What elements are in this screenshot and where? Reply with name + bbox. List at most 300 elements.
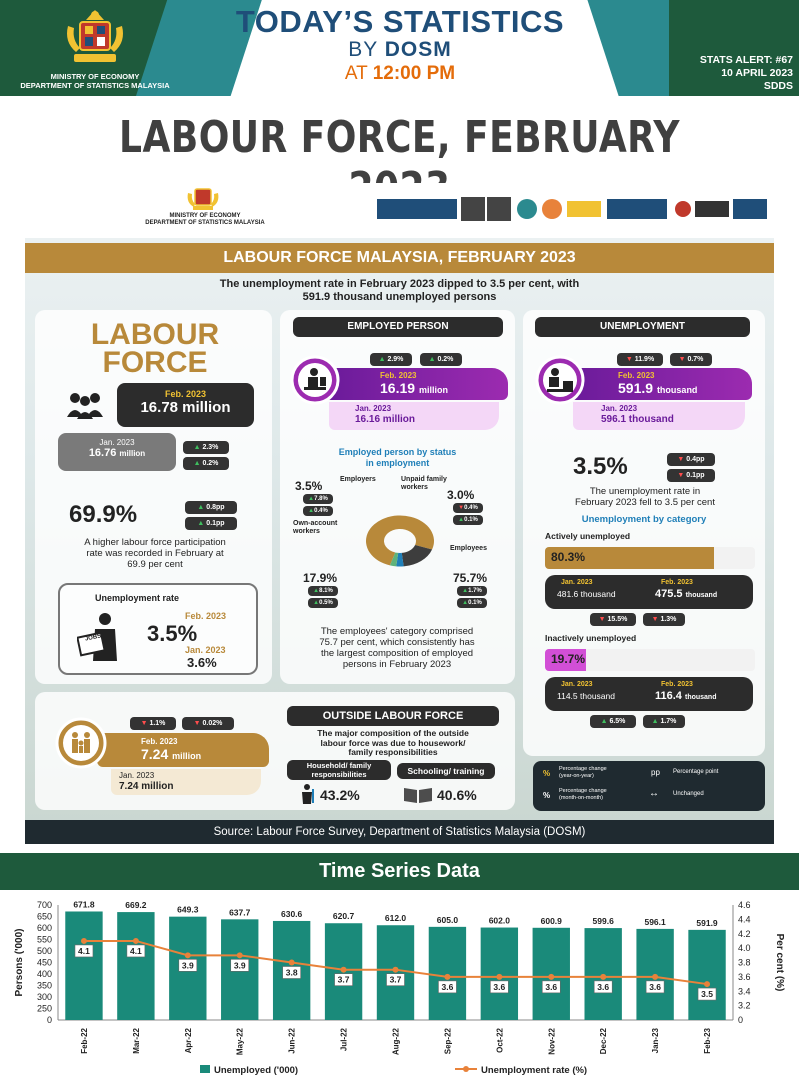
bar-value-label: 637.7 [229, 907, 251, 918]
unchanged-legend-label: Unchanged [673, 791, 704, 797]
rate-point [444, 974, 450, 980]
inactive-bar-track [545, 649, 755, 671]
rate-value-label: 4.1 [129, 945, 142, 956]
at-text: AT [344, 63, 368, 84]
yoy-percent-icon: % [543, 769, 551, 778]
own-label-line: Own-account [293, 520, 338, 527]
emp-mom: 0.2% [437, 356, 454, 363]
employed-note-line: 75.7 per cent, which consistently has [319, 637, 475, 648]
own-account-pct: 17.9% [303, 571, 338, 585]
x-tick-label: Jul-22 [339, 1028, 349, 1052]
employees-label: Employees [450, 545, 487, 552]
down-arrow-icon: ▼ [193, 720, 201, 727]
employers-pct: 3.5% [295, 479, 323, 493]
rate-point [652, 974, 658, 980]
rate-value-label: 3.6 [545, 981, 558, 992]
rate-value-label: 3.9 [181, 960, 194, 971]
housework-person-icon [297, 783, 317, 805]
rate-value-label: 3.5 [701, 989, 713, 1000]
x-tick-label: Sep-22 [443, 1028, 453, 1055]
rate-point [81, 938, 87, 944]
inactive-yoy: 6.5% [609, 718, 626, 725]
own-mom: 0.5% [319, 600, 333, 606]
olf-mom: 0.02% [202, 720, 223, 727]
olf-jan-box [111, 769, 261, 795]
olf-text-line: family responsibilities [348, 747, 438, 757]
bar-unemployed [65, 911, 102, 1020]
olf-feb-unit: million [172, 751, 202, 761]
olf-mom-chip [182, 717, 234, 730]
x-tick-label: Nov-22 [547, 1028, 557, 1055]
down-arrow-icon: ▼ [678, 356, 686, 363]
emp-status-title [280, 447, 515, 469]
up-arrow-icon: ▲ [313, 600, 320, 606]
active-title: Actively unemployed [545, 531, 631, 541]
olf-yoy-chip [130, 717, 176, 730]
unemp-rate-yoy-chip [667, 453, 715, 466]
mom-legend-label [559, 788, 607, 801]
lfpr-text [45, 537, 265, 570]
legend-bar-swatch [200, 1065, 210, 1073]
employers-mom-chip [303, 506, 333, 516]
employed-note-line: persons in February 2023 [342, 659, 452, 670]
rate-point [704, 981, 710, 987]
mbls-logo [733, 199, 767, 219]
lf-mom-chip [183, 457, 229, 470]
stats-alert [700, 54, 793, 93]
bar-value-label: 602.0 [488, 915, 510, 926]
unemp-rate-text [535, 486, 755, 508]
own-account-label [293, 520, 337, 536]
unemp-jan-box [573, 402, 745, 430]
sdg-logo [517, 199, 537, 219]
employers-mom: 0.4% [314, 508, 328, 514]
unpaid-label [401, 476, 447, 492]
olf-feb-label: Feb. 2023 [141, 737, 178, 746]
active-jan-value: 481.6 thousand [557, 589, 616, 599]
household-pct: 43.2% [320, 787, 360, 803]
labour-force-feb-box [117, 383, 254, 427]
bar-value-label: 620.7 [332, 911, 355, 922]
unemp-yoy-chip [617, 353, 663, 366]
partner-logos [377, 195, 767, 223]
household-label-line: responsibilities [311, 770, 367, 779]
household-label [287, 760, 391, 780]
y-tick-label-left: 0 [46, 1015, 52, 1025]
y-tick-label-right: 4.4 [738, 914, 751, 925]
inactive-values-box [545, 677, 753, 711]
up-arrow-icon: ▲ [197, 520, 205, 527]
family-icon [55, 717, 107, 769]
olf-feb-box [97, 733, 269, 767]
legend-line-label: Unemployment rate (%) [481, 1065, 588, 1076]
rate-point [133, 938, 139, 944]
olf-text-line: labour force was due to housework/ [320, 737, 466, 748]
emp-feb-value: 16.19 [380, 380, 416, 396]
time-series-chart [0, 893, 799, 1085]
inactive-jan-label: Jan. 2023 [561, 681, 593, 688]
bar-unemployed [429, 927, 466, 1020]
schooling-label: Schooling/ training [397, 763, 495, 779]
active-feb-label: Feb. 2023 [661, 579, 693, 586]
down-arrow-icon: ▼ [458, 505, 465, 511]
yoy-legend-label [559, 766, 607, 779]
olf-jan-value: 7.24 million [119, 781, 174, 792]
active-mom-chip [643, 613, 685, 626]
bar-value-label: 599.6 [592, 916, 614, 927]
emp-jan-box [329, 402, 499, 430]
inactive-feb-label: Feb. 2023 [661, 681, 693, 688]
up-arrow-icon: ▲ [197, 504, 205, 511]
coat-of-arms-logo [60, 8, 130, 70]
down-arrow-icon: ▼ [677, 472, 685, 479]
emp-yoy: 2.9% [387, 356, 404, 363]
own-yoy-chip [308, 586, 338, 596]
heading-line: FORCE [102, 346, 208, 379]
active-bar-track [545, 547, 755, 569]
active-jan-label: Jan. 2023 [561, 579, 593, 586]
unemp-yoy: 11.9% [634, 356, 655, 363]
employees-yoy: 1.7% [468, 588, 482, 594]
employed-note [287, 626, 507, 670]
rate-value-label: 3.6 [649, 981, 662, 992]
rate-value-label: 3.6 [597, 981, 610, 992]
source-footer: Source: Labour Force Survey, Department of Statistics Malaysia (DOSM) [25, 820, 774, 844]
infographic-legend [533, 761, 765, 811]
alert-date: 10 APRIL 2023 [721, 67, 793, 79]
unemp-feb-box [570, 368, 752, 400]
inactive-pct: 19.7% [551, 652, 586, 666]
unpaid-yoy: 0.4% [464, 505, 478, 511]
employment-status-donut [355, 505, 445, 577]
lfpr-text-line: A higher labour force participation [84, 537, 226, 548]
unemployment-title: UNEMPLOYMENT [535, 317, 750, 337]
bar-value-label: 591.9 [696, 917, 718, 928]
olf-text-line: The major composition of the outside [317, 728, 469, 738]
up-arrow-icon: ▲ [651, 718, 659, 725]
unpaid-label-line: Unpaid family [401, 476, 447, 483]
unemp-rate-mom: 0.1pp [686, 472, 705, 479]
people-group-icon [65, 391, 105, 419]
y-tick-label-left: 650 [36, 911, 52, 922]
heading-line: LABOUR [90, 318, 220, 351]
active-yoy: 15.5% [607, 616, 628, 623]
unemp-cat-title: Unemployment by category [581, 514, 707, 525]
emp-yoy-chip [370, 353, 412, 366]
unemp-feb-unit: thousand [656, 385, 698, 395]
bar-value-label: 600.9 [540, 915, 562, 926]
department-line: DEPARTMENT OF STATISTICS MALAYSIA [145, 220, 265, 226]
unemp-rate-yoy: 0.4pp [686, 456, 705, 463]
lf-feb-label: Feb. 2023 [164, 389, 207, 399]
bar-unemployed [481, 928, 518, 1020]
y-tick-label-left: 500 [36, 946, 52, 956]
lfpr-value: 69.9% [69, 501, 138, 528]
olf-jan-label: Jan. 2023 [119, 771, 155, 780]
x-tick-label: May-22 [235, 1028, 245, 1056]
up-arrow-icon: ▲ [462, 600, 469, 606]
mom-percent-icon: % [543, 791, 551, 800]
bar-value-label: 671.8 [73, 899, 95, 910]
x-tick-label: Aug-22 [391, 1028, 401, 1056]
bar-value-label: 596.1 [644, 916, 666, 927]
active-values-box [545, 575, 753, 609]
pp-legend-label: Percentage point [673, 769, 719, 775]
up-arrow-icon: ▲ [458, 517, 465, 523]
y-tick-label-left: 450 [36, 957, 52, 968]
unemp-mom-chip [670, 353, 712, 366]
emp-feb-box [325, 368, 508, 400]
y-tick-label-right: 4.6 [738, 900, 751, 910]
census-logo [377, 199, 457, 219]
legend-bar-label: Unemployed ('000) [214, 1065, 299, 1076]
employed-note-line: The employees' category comprised [320, 626, 474, 637]
own-yoy: 8.1% [319, 588, 333, 594]
active-yoy-chip [590, 613, 636, 626]
y-tick-label-right: 3.8 [738, 957, 751, 968]
emp-jan-value: 16.16 million [355, 414, 416, 425]
bar-value-label: 649.3 [177, 904, 199, 915]
unemp-rate-value: 3.5% [573, 453, 628, 480]
employers-yoy: 7.8% [314, 496, 328, 502]
inactive-mom-chip [643, 715, 685, 728]
unemp-rate-text-line: February 2023 fell to 3.5 per cent [575, 497, 715, 508]
ur-feb-label: Feb. 2023 [185, 611, 227, 621]
time-series-title: Time Series Data [319, 860, 480, 882]
employed-note-line: the largest composition of employed [320, 648, 474, 659]
lfpr-mom-chip [185, 517, 237, 530]
employees-pct: 75.7% [453, 571, 488, 585]
sdg-wheel-icon [542, 199, 562, 219]
unemp-jan-label: Jan. 2023 [601, 404, 638, 413]
active-feb-value: 475.5 [655, 588, 683, 600]
olf-text [283, 729, 503, 758]
department-line: DEPARTMENT OF STATISTICS MALAYSIA [20, 81, 170, 90]
open-book-icon [403, 786, 433, 804]
infographic [25, 183, 774, 844]
y-tick-label-left: 250 [36, 1003, 52, 1014]
rate-point [548, 974, 554, 980]
unemp-rate-text-line: The unemployment rate in [589, 486, 701, 497]
madani-logo [675, 201, 691, 217]
active-pct: 80.3% [551, 550, 586, 564]
rate-point [393, 967, 399, 973]
down-arrow-icon: ▼ [598, 616, 606, 623]
labour-force-jan-box [58, 433, 176, 471]
inactive-feb-value: 116.4 [655, 690, 682, 702]
emp-jan-label: Jan. 2023 [355, 404, 392, 413]
header-time [200, 63, 600, 85]
infographic-ministry [125, 213, 285, 227]
employed-title: EMPLOYED PERSON [293, 317, 503, 337]
up-arrow-icon: ▲ [313, 588, 320, 594]
inactive-feb-unit: thousand [684, 694, 717, 701]
active-feb-unit: thousand [685, 592, 718, 599]
bar-unemployed [688, 930, 725, 1020]
up-arrow-icon: ▲ [600, 718, 608, 725]
status-title-line: in employment [365, 458, 430, 468]
inactive-jan-value: 114.5 thousand [557, 691, 615, 701]
ur-title: Unemployment rate [95, 593, 180, 603]
up-arrow-icon: ▲ [428, 356, 436, 363]
alert-number: STATS ALERT: #67 [699, 54, 793, 66]
employees-mom: 0.1% [468, 600, 482, 606]
unpaid-yoy-chip [453, 503, 483, 513]
own-label-line: workers [293, 528, 320, 535]
olf-title: OUTSIDE LABOUR FORCE [287, 706, 499, 726]
legend-line: Percentage change [559, 766, 607, 772]
rate-value-label: 3.7 [389, 974, 402, 985]
time-text: 12:00 PM [372, 63, 456, 84]
labour-force-heading [85, 318, 225, 379]
header-title: TODAY’S STATISTICS [235, 4, 565, 39]
dosm-text: DOSM [384, 38, 452, 61]
unchanged-arrow-icon: ↔ [649, 788, 659, 799]
unemp-rate-mom-chip [667, 469, 715, 482]
infographic-subheading [125, 278, 674, 304]
y-tick-label-left: 600 [36, 923, 52, 933]
lfpr-text-line: rate was recorded in February at [86, 548, 224, 559]
rate-value-label: 3.6 [441, 981, 454, 992]
y-tick-label-right: 3.4 [738, 986, 751, 997]
down-arrow-icon: ▼ [651, 616, 659, 623]
olf-feb-value: 7.24 [141, 746, 169, 762]
x-tick-label: Dec-22 [599, 1028, 609, 1055]
rate-value-label: 4.1 [78, 945, 90, 956]
active-mom: 1.3% [660, 616, 677, 623]
inactive-title: Inactively unemployed [545, 633, 637, 643]
y-tick-label-left: 550 [36, 934, 52, 945]
y-tick-label-right: 4.2 [738, 928, 751, 939]
x-tick-label: Feb-23 [703, 1028, 713, 1054]
y-axis-title-right: Per cent (%) [774, 933, 785, 992]
bar-unemployed [117, 912, 154, 1020]
y-tick-label-left: 300 [36, 992, 52, 1002]
lfpr-yoy: 0.8pp [206, 504, 225, 511]
up-arrow-icon: ▲ [462, 588, 469, 594]
rate-point [289, 960, 295, 966]
up-arrow-icon: ▲ [378, 356, 386, 363]
x-tick-label: Feb-22 [79, 1028, 89, 1054]
up-arrow-icon: ▲ [193, 460, 201, 467]
unpaid-pct: 3.0% [447, 488, 475, 502]
unemp-jan-value: 596.1 thousand [601, 414, 674, 425]
y-tick-label-left: 700 [36, 900, 52, 910]
down-arrow-icon: ▼ [140, 720, 148, 727]
rate-value-label: 3.8 [285, 967, 298, 978]
down-arrow-icon: ▼ [677, 456, 685, 463]
y-tick-label-right: 3.6 [738, 971, 751, 982]
legend-line: Percentage change [559, 788, 607, 794]
lf-jan-value: 16.76 [88, 447, 117, 459]
lfpr-mom: 0.1pp [206, 520, 225, 527]
page-title: LABOUR FORCE, FEBRUARY [119, 112, 680, 163]
x-tick-label: Jun-22 [287, 1028, 297, 1054]
x-tick-label: Mar-22 [131, 1028, 141, 1054]
lf-mom: 0.2% [202, 460, 219, 467]
employers-label: Employers [340, 476, 376, 483]
rate-point [237, 952, 243, 958]
own-mom-chip [308, 598, 338, 608]
down-arrow-icon: ▼ [625, 356, 633, 363]
employers-yoy-chip [303, 494, 333, 504]
office-worker-icon [290, 355, 340, 405]
unpaid-label-line: workers [401, 484, 428, 491]
ur-jan-label: Jan. 2023 [185, 645, 226, 655]
header-banner [0, 0, 799, 96]
by-text: BY [348, 38, 378, 61]
jobs-sign-text: JOBS [84, 633, 102, 643]
qr-code-icon [487, 197, 511, 221]
header-ministry-text [0, 72, 190, 90]
bar-value-label: 605.0 [436, 914, 459, 925]
household-label-line: Household/ family [306, 761, 372, 770]
legend-line: (year-on-year) [559, 772, 594, 779]
lf-jan-label: Jan. 2023 [99, 438, 135, 447]
x-tick-label: Jan-23 [651, 1028, 661, 1054]
ministry-line: MINISTRY OF ECONOMY [50, 72, 140, 81]
qr-code-icon [461, 197, 485, 221]
emp-feb-unit: million [418, 385, 448, 395]
rate-point [496, 974, 502, 980]
olf-yoy: 1.1% [149, 720, 166, 727]
employees-mom-chip [457, 598, 487, 608]
legend-line-marker [463, 1066, 469, 1072]
rate-value-label: 3.9 [233, 960, 246, 971]
y-tick-label-left: 400 [36, 969, 52, 979]
y-axis-title-left: Persons ('000) [14, 928, 25, 997]
rate-point [341, 967, 347, 973]
rate-value-label: 3.6 [493, 981, 506, 992]
employees-yoy-chip [457, 586, 487, 596]
x-tick-label: Apr-22 [183, 1028, 193, 1054]
ur-feb-value: 3.5% [147, 621, 198, 646]
legend-line: (month-on-month) [559, 794, 604, 801]
y-tick-label-right: 0 [738, 1015, 744, 1025]
unemp-feb-value: 591.9 [618, 380, 654, 396]
unemp-feb-label: Feb. 2023 [618, 371, 655, 380]
pp-symbol: pp [651, 768, 660, 777]
x-tick-label: Oct-22 [495, 1028, 505, 1053]
lf-feb-value: 16.78 million [140, 399, 231, 416]
unemployed-worker-icon [535, 355, 585, 405]
lf-jan-unit: million [119, 449, 146, 458]
up-arrow-icon: ▲ [308, 508, 315, 514]
coat-of-arms-logo [185, 185, 221, 211]
unemp-mom: 0.7% [687, 356, 704, 363]
unpaid-mom-chip [453, 515, 483, 525]
y-tick-label-right: 4.0 [738, 943, 751, 954]
inactive-mom: 1.7% [660, 718, 677, 725]
rate-value-label: 3.7 [337, 974, 350, 985]
bar-value-label: 669.2 [125, 900, 147, 911]
madani-text-logo [695, 201, 729, 217]
subheading-line: The unemployment rate in February 2023 dipped to 3.5 per cent, with [219, 278, 580, 290]
rate-point [600, 974, 606, 980]
lfpr-yoy-chip [185, 501, 237, 514]
lf-yoy: 2.3% [202, 444, 219, 451]
emp-mom-chip [420, 353, 462, 366]
subheading-line: 591.9 thousand unemployed persons [302, 291, 497, 303]
bar-value-label: 612.0 [384, 913, 407, 924]
header-by-dosm [200, 38, 600, 62]
schooling-pct: 40.6% [437, 787, 477, 803]
up-arrow-icon: ▲ [308, 496, 315, 502]
up-arrow-icon: ▲ [193, 444, 201, 451]
statsmalaysia-social-logo [607, 199, 667, 219]
emp-feb-label: Feb. 2023 [380, 371, 417, 380]
unpaid-mom: 0.1% [464, 517, 478, 523]
